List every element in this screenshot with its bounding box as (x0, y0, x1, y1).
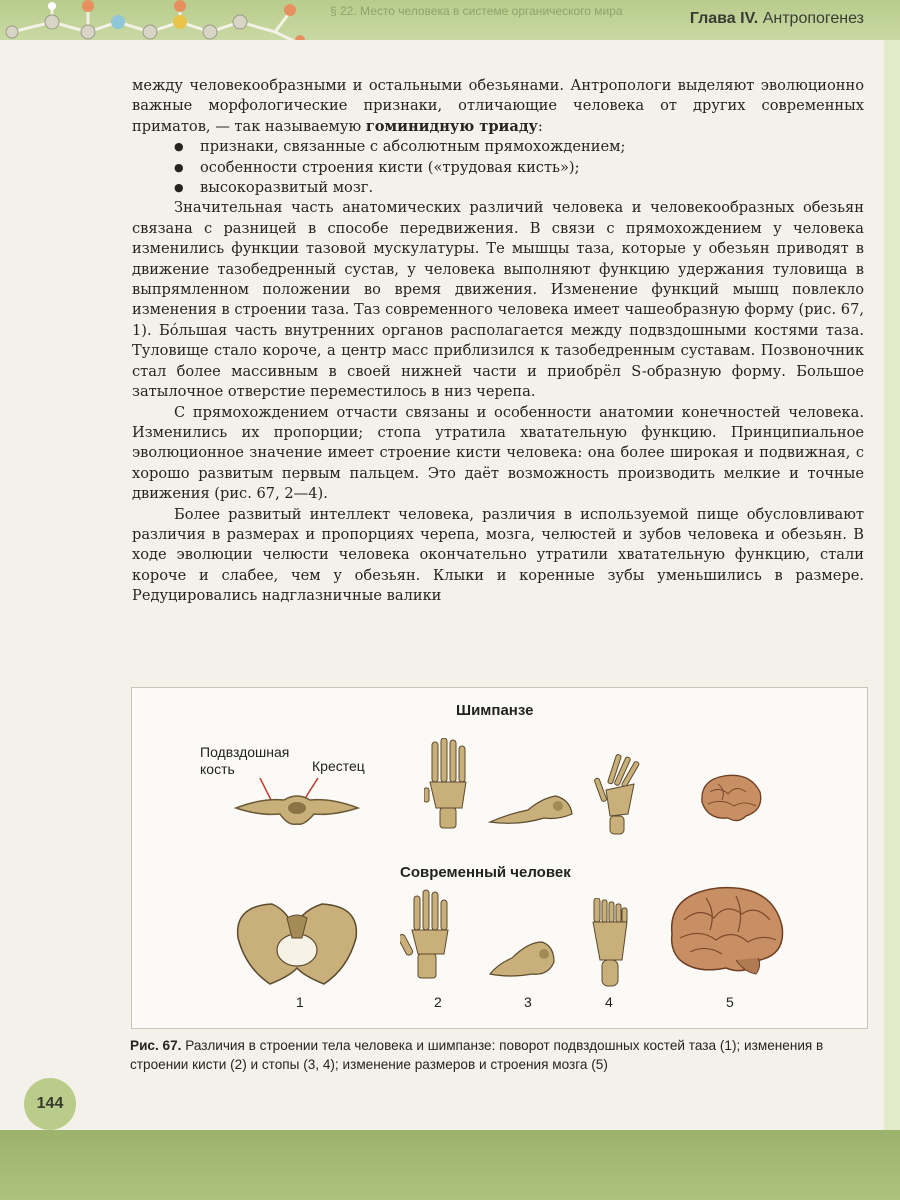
chimp-foot-top-icon (592, 754, 648, 836)
chapter-title: Антропогенез (762, 10, 864, 27)
bullet-list (132, 137, 864, 198)
paragraph-2: Значительная часть анатомических различий человека и человекообразных обезьян связана с разницей в способе передвижения. В связи с прямохождением у человека изменились функции тазовой мускулатуры. Те мышцы таза, которые у обезьян приводят в движение тазобедренный сустав, у человека выполняют функцию удержания туловища в выпрямленном положении во время движения. Изменение функций мышц повлекло изменения в строении таза. Таз современного человека имеет чашеобразную форму (рис. 67, 1). Бóльшая часть внутренних органов располагается между подвздошными костями таза. Туловище стало короче, а центр масс приблизился к тазобедренным суставам. Позвоночник стал более массивным в своей нижней части и приобрёл S-образную форму. Большое затылочное отверстие переместилось в низ черепа. (132, 199, 864, 401)
label-sacrum: Крестец (312, 758, 365, 774)
molecule-decoration-icon (0, 0, 330, 40)
figure-number-2: 2 (434, 994, 442, 1010)
figure-number-4: 4 (605, 994, 613, 1010)
side-strip (884, 40, 900, 1130)
figure-caption (130, 1036, 870, 1074)
bullet-item: ● высокоразвитый мозг. (174, 178, 864, 198)
human-foot-side-icon (488, 936, 558, 980)
figure-number-3: 3 (524, 994, 532, 1010)
header-band (0, 0, 900, 40)
figure-67 (131, 687, 868, 1029)
paragraph-3: С прямохождением отчасти связаны и особенности анатомии конечностей человека. Изменились их пропорции; стопа утратила хватательную функцию. Принципиальное эволюционное значение имеет строение кисти человека: она более широкая и подвижная, с хорошо развитым первым пальцем. Это даёт возможность производить мелкие и точные движения (рис. 67, 2—4). (132, 403, 864, 503)
human-pelvis-icon (232, 898, 362, 994)
heading-modern-human: Современный человек (400, 864, 571, 881)
footer-band (0, 1130, 900, 1200)
faint-section-title: § 22. Место человека в системе органического мира (330, 4, 623, 18)
figure-number-1: 1 (296, 994, 304, 1010)
chimp-pelvis-icon (232, 778, 362, 838)
human-hand-icon (400, 888, 460, 984)
bullet-item: ● признаки, связанные с абсолютным прямохождением; (174, 137, 864, 157)
main-text (132, 76, 864, 607)
term-hominid-triad: гоминидную триаду (365, 117, 538, 135)
chapter-label: Глава IV. (689, 10, 759, 27)
figure-number-5: 5 (726, 994, 734, 1010)
bullet-item: ● особенности строения кисти («трудовая кисть»); (174, 158, 864, 178)
heading-chimpanzee: Шимпанзе (456, 702, 534, 719)
paragraph-1-end: : (537, 117, 543, 135)
caption-label: Рис. 67. (130, 1038, 182, 1053)
paragraph-4: Более развитый интеллект человека, различия в используемой пище обусловливают различия в размерах и пропорциях черепа, мозга, челюстей и зубов человека и обезьян. В ходе эволюции челюсти человека окончательно утратили хватательную функцию, стали короче и слабее, чем у обезьян. Клыки и коренные зубы уменьшились в размере. Редуцировались надглазничные валики (132, 505, 864, 605)
paragraph-1-text: между человекообразными и остальными обезьянами. Антропологи выделяют эволюционно важные морфологические признаки, отличающие человека от других современных приматов, — так называемую (132, 77, 864, 135)
caption-text: Различия в строении тела человека и шимпанзе: поворот подвздошных костей таза (1); изменения в строении кисти (2) и стопы (3, 4); изменение размеров и строения мозга (5) (130, 1038, 824, 1072)
human-foot-top-icon (590, 898, 630, 988)
label-ilium: Подвздошная кость (200, 744, 290, 777)
chimp-brain-icon (698, 772, 764, 826)
paragraph-1 (132, 76, 864, 137)
chimp-foot-side-icon (488, 788, 576, 828)
running-head (690, 10, 864, 28)
page-number: 144 (24, 1078, 76, 1130)
human-brain-icon (666, 884, 786, 980)
chimp-hand-icon (424, 738, 470, 830)
